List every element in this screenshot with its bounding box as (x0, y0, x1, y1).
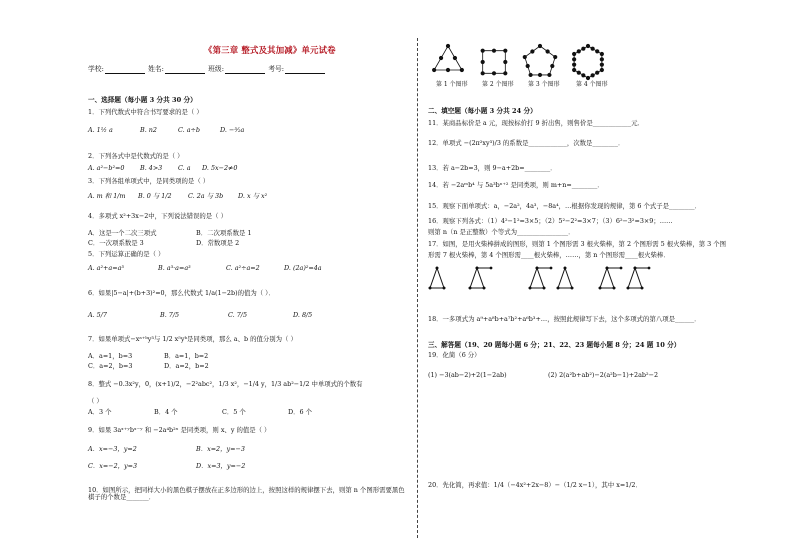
stone (577, 71, 581, 75)
exam-no-blank[interactable] (285, 67, 325, 74)
question-3: 3．下列各组单项式中，是同类项的是（ ） (88, 177, 210, 185)
question-13: 13．若 a−2b=3，则 9−a+2b=________． (428, 164, 557, 172)
stone (439, 56, 443, 60)
matchstick-figures (430, 266, 730, 296)
q8-option-c[interactable]: C．5 个 (222, 408, 246, 416)
match-head (606, 267, 609, 270)
q9-option-a[interactable]: A．x=−3，y=2 (88, 445, 137, 453)
stone (538, 44, 542, 48)
question-19-part2: (2) 2(a²b+ab²)−2(a²b−1)+2ab²−2 (548, 371, 659, 379)
q5-option-b[interactable]: B. a³·a=a³ (158, 264, 191, 272)
q1-option-a[interactable]: A. 1½ a (88, 126, 113, 134)
question-1: 1．下列代数式中符合书写要求的是（ ） (88, 108, 203, 116)
q9-option-d[interactable]: D．x=3，y=−2 (196, 462, 246, 470)
stone (503, 60, 507, 64)
q9-option-b[interactable]: B．x=2，y=−3 (196, 445, 245, 453)
matchstick (537, 268, 544, 288)
question-12: 12．单项式 −(2π²xy³)/3 的系数是____________，次数是________． (428, 139, 625, 147)
q2-option-d[interactable]: D. 5x−2≠0 (202, 164, 238, 172)
stone (600, 68, 604, 72)
stone (503, 71, 507, 75)
match-head (571, 287, 574, 290)
match-head (634, 267, 637, 270)
q4-option-b[interactable]: B．二次项系数是 1 (196, 229, 252, 237)
q7-option-a[interactable]: A．a=1，b=3 (88, 352, 133, 360)
question-9: 9．如果 3aˣ⁺ʸbˣ⁻ʸ 和 −2a⁴b²ˣ 是同类项，则 x、y 的值是（ ） (88, 426, 271, 434)
stone (600, 52, 604, 56)
q1-option-d[interactable]: D. −³⁄₂a (220, 126, 245, 134)
q8-option-a[interactable]: A．3 个 (88, 408, 112, 416)
matchstick (477, 268, 484, 288)
stone (600, 57, 604, 61)
match-head (641, 287, 644, 290)
stone (481, 71, 485, 75)
q7-option-c[interactable]: C．a=2，b=3 (88, 362, 133, 370)
class-blank[interactable] (225, 67, 265, 74)
stone (572, 57, 576, 61)
stone (432, 68, 436, 72)
stone (591, 47, 595, 51)
stone (550, 64, 554, 68)
q5-option-a[interactable]: A. a²+a=a³ (88, 264, 124, 272)
question-7: 7．如果单项式−xᵃ⁺ᵇy³与 1/2 x⁵yᵇ是同类项，那么 a、b 的值分别为（ ） (88, 335, 297, 343)
question-4: 4．多项式 x²+3x−2中，下列说法错误的是（ ） (88, 212, 227, 220)
stone (581, 73, 585, 77)
stone (530, 49, 534, 53)
match-head (543, 287, 546, 290)
polygon-shapes (432, 44, 604, 80)
polygon-outline-3 (525, 46, 555, 75)
match-head (599, 287, 602, 290)
match-head (443, 287, 446, 290)
stone (546, 49, 550, 53)
stone (523, 55, 527, 59)
matchstick (607, 268, 614, 288)
stone (595, 71, 599, 75)
name-label: 姓名: (148, 65, 164, 73)
question-19-title: 19．化简（6 分） (428, 351, 481, 359)
matchstick (430, 268, 437, 288)
matchstick (628, 268, 635, 288)
stone (591, 73, 595, 77)
question-6: 6．如果|5−a|+(b+3)²=0，那么代数式 1/a(1−2b)的值为（ ）． (88, 289, 275, 297)
q8-option-d[interactable]: D．6 个 (288, 408, 313, 416)
match-head (564, 267, 567, 270)
stone (453, 56, 457, 60)
q4-option-d[interactable]: D．常数项是 2 (196, 239, 240, 247)
match-head (529, 287, 532, 290)
header-fields (88, 66, 326, 74)
q3-option-d[interactable]: D. x 与 x² (238, 192, 268, 200)
q9-option-c[interactable]: C．x=−2，y=3 (88, 462, 138, 470)
match-head (613, 287, 616, 290)
school-blank[interactable] (105, 67, 145, 74)
match-head (627, 287, 630, 290)
stone (572, 52, 576, 56)
q1-option-c[interactable]: C. a÷b (178, 126, 200, 134)
polygon-outline-2 (483, 51, 506, 74)
match-head (436, 267, 439, 270)
stone (481, 49, 485, 53)
stone (526, 64, 530, 68)
match-head (536, 267, 539, 270)
question-2: 2．下列各式中是代数式的是（ ） (88, 152, 184, 160)
stone (600, 63, 604, 67)
column-divider (417, 38, 418, 538)
stone (586, 76, 590, 80)
stone (547, 73, 551, 77)
question-14: 14．若 −2aᵐb⁴ 与 5a³bⁿ⁺² 是同类项，则 m+n=________． (428, 181, 604, 189)
matchstick-shapes (429, 267, 651, 290)
question-17-cont: 形需 7 根火柴棒，第 4 个图形需____根火柴棒，……，第 n 个图形需____根火柴棒． (428, 251, 670, 259)
stone (595, 49, 599, 53)
match-head (490, 267, 493, 270)
stone (460, 68, 464, 72)
match-head (429, 287, 432, 290)
name-blank[interactable] (165, 67, 205, 74)
matchstick (470, 268, 477, 288)
stone (586, 44, 590, 48)
q5-option-d[interactable]: D. (2a)²=4a (284, 264, 322, 272)
question-11: 11．某商品标价是 a 元，现按标价打 9 折出售，则售价是____________元． (428, 119, 644, 127)
stone (481, 60, 485, 64)
stone (446, 68, 450, 72)
stone (492, 49, 496, 53)
exam-no-label: 考号: (268, 65, 285, 73)
q7-option-b[interactable]: B．a=1，b=2 (164, 352, 209, 360)
q8-answer-paren: （ ） (88, 397, 103, 405)
q4-option-c[interactable]: C．一次项系数是 3 (88, 239, 144, 247)
q6-option-a[interactable]: A. 5/7 (88, 311, 107, 319)
figure-caption-4: 第 4 个图形 (576, 81, 608, 88)
q7-option-d[interactable]: D．a=2，b=2 (164, 362, 209, 370)
question-16-cont: 则第 n（n 是正整数）个等式为________________． (428, 228, 575, 236)
q4-option-a[interactable]: A．这是一个二次三项式 (88, 229, 157, 237)
matchstick (635, 268, 642, 288)
question-5: 5．下列运算正确的是（ ） (88, 250, 165, 258)
stone (538, 73, 542, 77)
q6-option-b[interactable]: B. 7/5 (160, 311, 180, 319)
question-17: 17．如图，是用火柴棒拼成的图形，则第 1 个图形需 3 根火柴棒，第 2 个图形需 5 根火柴棒，第 3 个图 (428, 240, 727, 248)
section2-title: 二、填空题（每小题 3 分共 24 分） (428, 107, 537, 115)
match-head (476, 267, 479, 270)
stone (572, 63, 576, 67)
question-15: 15．观察下面单项式：a，−2a²，4a³，−8a⁴，…根据你发现的规律，第 6 个式子是________． (428, 202, 701, 210)
matchstick (437, 268, 444, 288)
match-head (550, 267, 553, 270)
school-label: 学校: (88, 65, 104, 73)
match-head (469, 287, 472, 290)
matchstick (600, 268, 607, 288)
question-19-part1: (1) −3(ab−2)+2(1−2ab) (428, 371, 507, 379)
stone (492, 71, 496, 75)
class-label: 班级: (208, 65, 225, 73)
stone (528, 73, 532, 77)
match-head (620, 267, 623, 270)
stone (446, 44, 450, 48)
polygon-outline-1 (434, 46, 462, 70)
question-18: 18．一多项式为 a⁹+a⁸b+a⁷b²+a⁶b³+…，按照此规律写下去，这个多项式的第八项是______． (428, 315, 701, 323)
q5-option-c[interactable]: C. a²÷a=2 (226, 264, 260, 272)
stone (581, 47, 585, 51)
q6-option-d[interactable]: D. 8/5 (293, 311, 313, 319)
section1-title: 一、选择题（每小题 3 分共 30 分） (88, 96, 197, 104)
q1-option-b[interactable]: B. n2 (140, 126, 157, 134)
question-16: 16．观察下列各式：（1）4²−1²=3×5；（2）5²−2²=3×7；（3）6²−3²=3×9；…… (428, 217, 673, 225)
question-8: 8．整式 −0.3x²y，0，(x+1)/2，−2²abc²，1/3 x²，−1/4 y，1/3 ab²−1/2 中单项式的个数有 (88, 380, 363, 388)
matchstick (558, 268, 565, 288)
q8-option-b[interactable]: B．4 个 (154, 408, 178, 416)
match-head (557, 287, 560, 290)
figure-caption-1: 第 1 个图形 (436, 81, 468, 88)
stone (572, 68, 576, 72)
q2-option-c[interactable]: C. a (178, 164, 191, 172)
exam-title: 《第三章 整式及其加减》单元试卷 (204, 45, 336, 55)
section3-title: 三、解答题（19、20 题每小题 6 分；21、22、23 题每小题 8 分；24 题 10 分） (428, 341, 681, 349)
stone (577, 49, 581, 53)
q6-option-c[interactable]: C. 7/5 (228, 311, 248, 319)
matchstick (565, 268, 572, 288)
match-head (648, 267, 651, 270)
match-head (483, 287, 486, 290)
q3-option-a[interactable]: A. m 和 1/m (88, 192, 126, 200)
stone (503, 49, 507, 53)
matchstick (530, 268, 537, 288)
question-10: 10．如图所示，把同样大小的黑色棋子摆放在正多边形的边上，按照这样的规律摆下去，则第 n 个图形需要黑色棋子的个数是_______． (88, 486, 405, 502)
q3-option-b[interactable]: B. 0 与 1/2 (138, 192, 172, 200)
figure-caption-3: 第 3 个图形 (528, 81, 560, 88)
stone (553, 55, 557, 59)
question-20: 20．先化简，再求值：1/4（−4x²+2x−8）−（1/2 x−1），其中 x=1/2． (428, 481, 642, 489)
q2-option-b[interactable]: B. 4>3 (140, 164, 163, 172)
figure-caption-2: 第 2 个图形 (482, 81, 514, 88)
q2-option-a[interactable]: A. a²−b²=0 (88, 164, 125, 172)
q3-option-c[interactable]: C. 2a 与 3b (188, 192, 224, 200)
